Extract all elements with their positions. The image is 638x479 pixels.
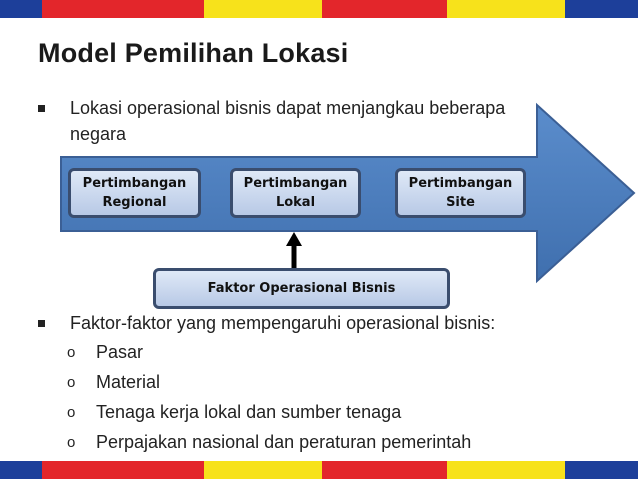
up-arrow-head <box>286 232 302 246</box>
box-pertimbangan-regional <box>68 168 201 218</box>
sub-bullet-icon: o <box>67 374 76 391</box>
sub-bullet-icon: o <box>67 404 76 421</box>
sub-item-perpajakan: Perpajakan nasional dan peraturan pemerintah <box>96 432 472 452</box>
box-site-line-2: Site <box>446 195 475 210</box>
bullet-1-line-2: negara <box>70 124 127 144</box>
box-pertimbangan-lokal <box>230 168 361 218</box>
box-lokal-line-2: Lokal <box>275 195 316 210</box>
bullet-1-line-1: Lokasi operasional bisnis dapat menjangkau beberapa <box>70 98 506 118</box>
sub-item-pasar: Pasar <box>96 342 144 362</box>
slide-title: Model Pemilihan Lokasi <box>38 38 349 68</box>
sub-item-material: Material <box>96 372 161 392</box>
sub-item-tenaga-kerja: Tenaga kerja lokal dan sumber tenaga <box>96 402 402 422</box>
box-faktor-operasional: Faktor Operasional Bisnis <box>153 268 450 309</box>
sub-bullet-icon: o <box>67 434 76 451</box>
bullet-square-icon <box>38 320 45 327</box>
box-lokal-line-1: Pertimbangan <box>243 176 348 191</box>
box-site-line-1: Pertimbangan <box>408 176 513 191</box>
bullet-2-text: Faktor-faktor yang mempengaruhi operasional bisnis: <box>70 313 496 333</box>
box-pertimbangan-site <box>395 168 526 218</box>
sub-bullet-icon: o <box>67 344 76 361</box>
box-regional-line-1: Pertimbangan <box>82 176 187 191</box>
box-regional-line-2: Regional <box>102 195 167 210</box>
bottom-color-stripe <box>0 461 638 479</box>
